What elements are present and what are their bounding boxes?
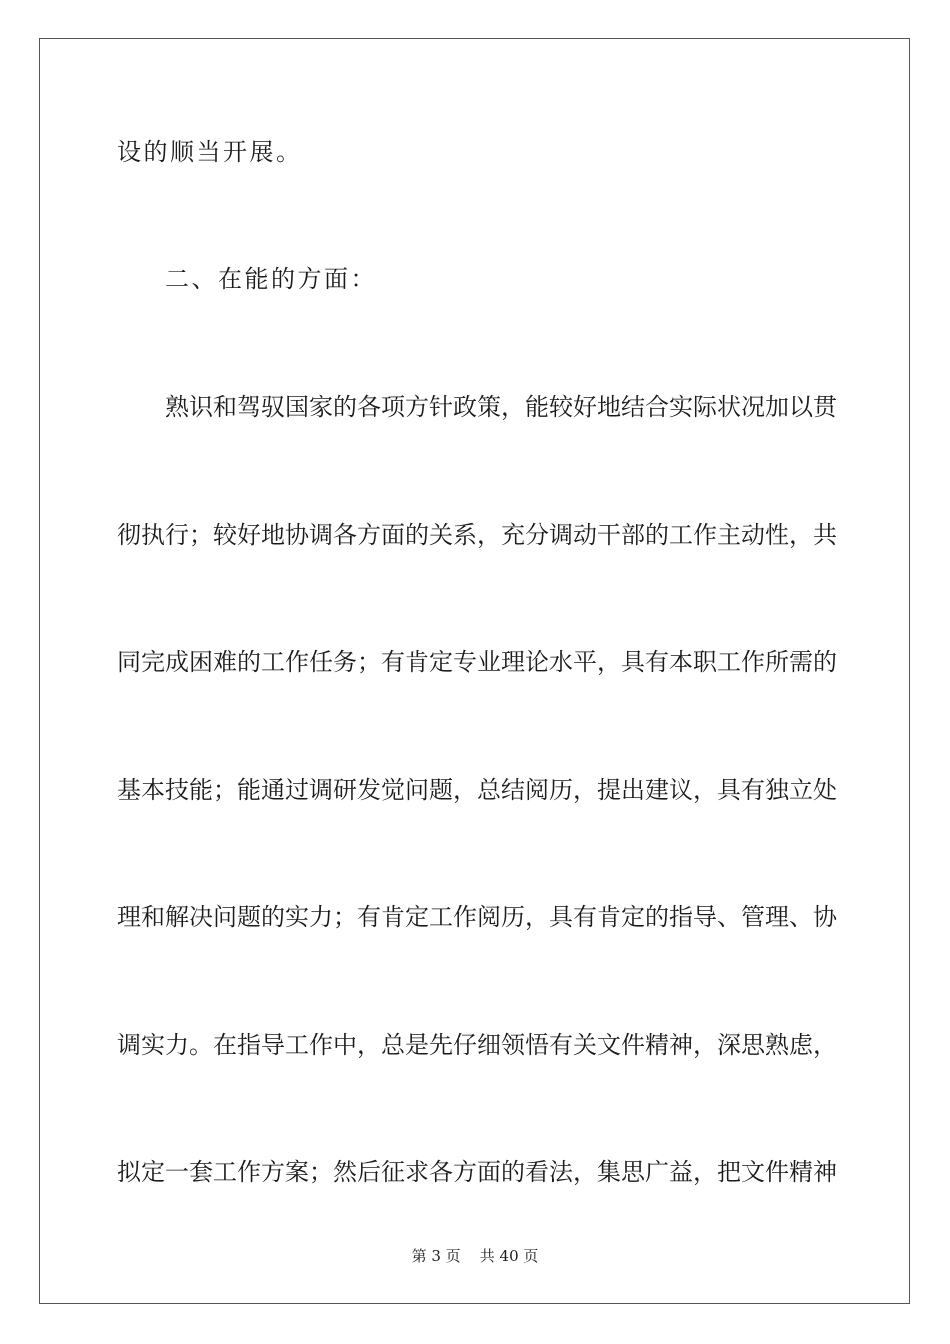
paragraph-line-4: 同完成困难的工作任务；有肯定专业理论水平，具有本职工作所需的 bbox=[117, 648, 837, 676]
paragraph-line-3: 彻执行；较好地协调各方面的关系，充分调动干部的工作主动性，共 bbox=[117, 521, 837, 549]
page-number: 第 3 页 bbox=[411, 1247, 461, 1265]
page-footer bbox=[0, 1247, 950, 1265]
paragraph-line-1: 设的顺当开展。 bbox=[117, 138, 303, 166]
paragraph-line-5: 基本技能；能通过调研发觉问题，总结阅历，提出建议，具有独立处 bbox=[117, 776, 837, 804]
paragraph-line-7: 调实力。在指导工作中，总是先仔细领悟有关文件精神，深思熟虑， bbox=[117, 1031, 837, 1059]
paragraph-line-2: 熟识和驾驭国家的各项方针政策，能较好地结合实际状况加以贯 bbox=[165, 393, 837, 421]
section-heading: 二、在能的方面： bbox=[165, 265, 377, 293]
paragraph-line-6: 理和解决问题的实力；有肯定工作阅历，具有肯定的指导、管理、协 bbox=[117, 903, 837, 931]
page-total: 共 40 页 bbox=[479, 1247, 539, 1265]
paragraph-line-8: 拟定一套工作方案；然后征求各方面的看法，集思广益，把文件精神 bbox=[117, 1158, 837, 1186]
